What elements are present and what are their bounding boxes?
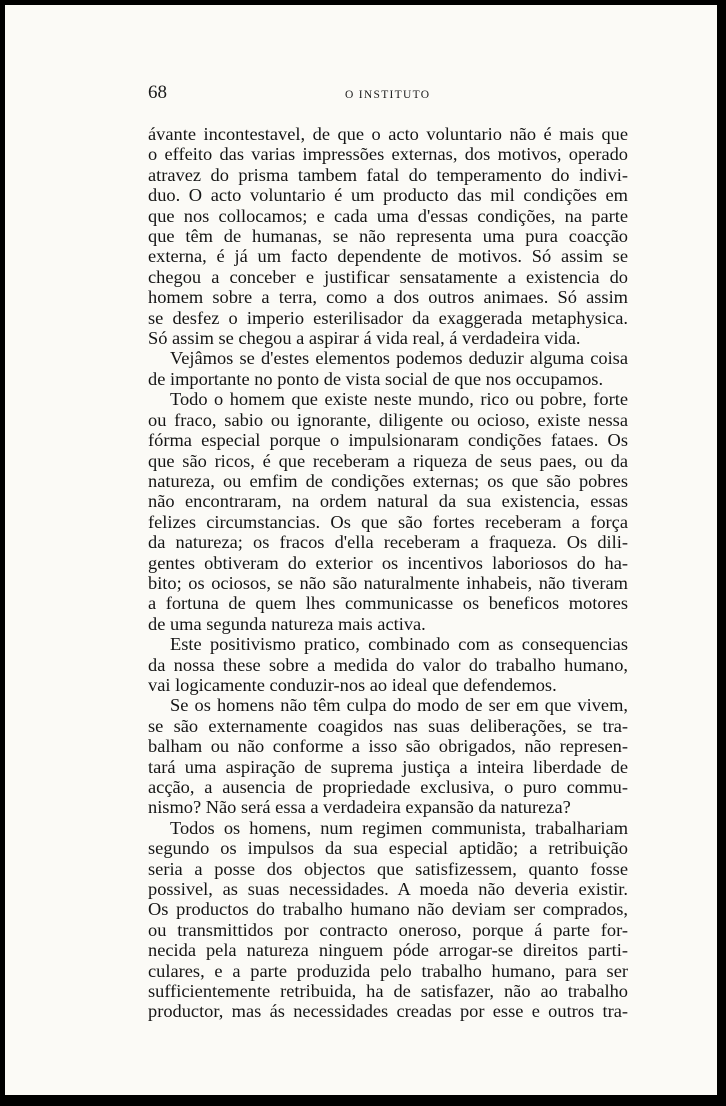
text-line: que são ricos, é que receberam a riqueza de seus paes, ou da: [148, 450, 628, 471]
text-line: ou transmittidos por contracto oneroso, porque á parte for-: [148, 919, 628, 940]
text-line: acção, a ausencia de propriedade exclusiva, o puro commu-: [148, 777, 628, 797]
text-line: externa, é já um facto dependente de motivos. Só assim se: [148, 246, 628, 267]
text-line: Só assim se chegou a aspirar á vida real, á verdadeira vida.: [148, 328, 581, 349]
text-line: natureza, ou emfim de condições externas; os que são pobres: [148, 470, 628, 491]
text-line: duo. O acto voluntario é um producto das mil condições em: [148, 185, 628, 206]
body-text: [148, 124, 628, 1022]
text-line: gentes obtiveram do exterior os incentivos laboriosos do ha-: [148, 552, 628, 573]
text-line: se são externamente coagidos nas suas deliberações, se tra-: [148, 715, 628, 736]
text-line: não encontraram, na ordem natural da sua existencia, essas: [148, 491, 628, 512]
text-line: Vejâmos se d'estes elementos podemos deduzir alguma coisa: [170, 348, 628, 369]
text-line: da nossa these sobre a medida do valor do trabalho humano,: [148, 654, 628, 675]
text-line: o effeito das varias impressões externas, dos motivos, operado: [148, 144, 628, 165]
text-line: de importante no ponto de vista social de que nos occupamos.: [148, 368, 604, 389]
text-line: possivel, as suas necessidades. A moeda não deveria existir.: [148, 879, 628, 900]
running-title: O INSTITUTO: [345, 89, 431, 101]
text-line: seria a posse dos objectos que satisfizessem, quanto fosse: [148, 858, 628, 879]
paragraph: [148, 695, 628, 817]
text-line: sufficientemente retribuida, ha de satisfazer, não ao trabalho: [148, 981, 628, 1002]
text-line: vai logicamente conduzir-nos ao ideal que defendemos.: [148, 674, 557, 695]
page-header: [148, 82, 628, 106]
text-line: tará uma aspiração de suprema justiça a inteira liberdade de: [148, 756, 628, 777]
text-line: Este positivismo pratico, combinado com as consequencias: [170, 634, 628, 655]
text-line: da natureza; os fracos d'ella receberam a fraqueza. Os dili-: [148, 532, 628, 553]
text-line: felizes circumstancias. Os que são fortes receberam a força: [148, 511, 628, 532]
paragraph: [148, 818, 628, 1022]
text-line: fórma especial porque o impulsionaram condições fataes. Os: [148, 430, 628, 451]
text-line: Se os homens não têm culpa do modo de ser em que vivem,: [170, 695, 628, 716]
text-line: Todos os homens, num regimen communista, trabalhariam: [170, 817, 628, 838]
text-line: chegou a conceber e justificar sensatamente a existencia do: [148, 266, 628, 287]
text-line: culares, e a parte produzida pelo trabalho humano, para ser: [148, 960, 628, 981]
book-page: [5, 5, 717, 1095]
text-line: se desfez o imperio esterilisador da exaggerada metaphysica.: [148, 307, 628, 328]
text-line: que nos collocamos; e cada uma d'essas condições, na parte: [148, 205, 628, 226]
text-line: de uma segunda natureza mais activa.: [148, 613, 426, 634]
text-line: a fortuna de quem lhes communicasse os beneficos motores: [148, 593, 628, 614]
text-line: nismo? Não será essa a verdadeira expansão da natureza?: [148, 797, 571, 818]
text-line: ou fraco, sabio ou ignorante, diligente ou ocioso, existe nessa: [148, 409, 628, 430]
text-line: ávante incontestavel, de que o acto voluntario não é mais que: [148, 124, 628, 144]
paragraph: [148, 124, 628, 348]
text-line: Os productos do trabalho humano não deviam ser comprados,: [148, 899, 628, 920]
page-number: 68: [148, 82, 167, 103]
text-line: bito; os ociosos, se não são naturalmente inhabeis, não tiveram: [148, 572, 628, 593]
text-line: homem sobre a terra, como a dos outros animaes. Só assim: [148, 287, 628, 308]
text-line: balham ou não conforme a isso são obrigados, não represen-: [148, 736, 628, 757]
text-line: que têm de humanas, se não representa uma pura coacção: [148, 226, 628, 247]
text-line: atravez do prisma tambem fatal do temperamento do indivi-: [148, 164, 628, 185]
paragraph: [148, 634, 628, 695]
text-line: Todo o homem que existe neste mundo, rico ou pobre, forte: [170, 389, 628, 410]
text-line: necida pela natureza ninguem póde arrogar-se direitos parti-: [148, 940, 628, 961]
text-line: productor, mas ás necessidades creadas por esse e outros tra-: [148, 1001, 628, 1022]
text-line: segundo os impulsos da sua especial aptidão; a retribuição: [148, 838, 628, 859]
paragraph: [148, 348, 628, 389]
paragraph: [148, 389, 628, 634]
